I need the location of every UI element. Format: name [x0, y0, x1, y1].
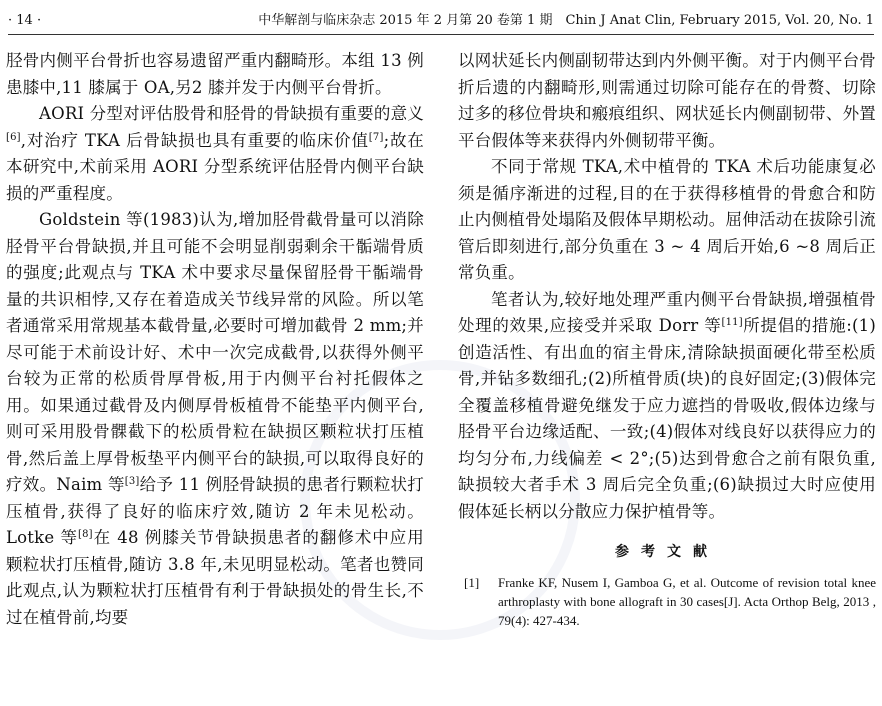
text-segment: ,对治疗 TKA 后骨缺损也具有重要的临床价值	[20, 130, 369, 150]
citation-3: [3]	[124, 476, 140, 487]
right-column	[458, 48, 876, 630]
reference-item	[458, 573, 876, 630]
text-segment: 在 48 例膝关节骨缺损患者的翻修术中应用颗粒状打压植骨,随访 3.8 年,未见明显松动。笔者也赞同此观点,认为颗粒状打压植骨有利于骨缺损处的骨生长,不过在植骨前,均要	[6, 528, 424, 627]
header-rule	[8, 34, 874, 35]
text-segment: ;故在本研究中,术前采用 AORI 分型系统评估胫骨内侧平台缺损的严重程度。	[6, 130, 424, 203]
right-paragraph-1: 以网状延长内侧副韧带达到内外侧平衡。对于内侧平台骨折后遗的内翻畸形,则需通过切除可能存在的骨赘、切除过多的移位骨块和瘢痕组织、网状延长内侧副韧带、外置平台假体等来获得内外侧韧带平衡。	[458, 51, 876, 150]
citation-11: [11]	[721, 317, 743, 328]
references-title: 参考文献	[615, 544, 719, 560]
text-segment: 给予 11 例胫骨缺损的患者行颗粒状打压植骨,获得了良好的临床疗效,随访 2 年未见松动。Lotke 等	[6, 475, 424, 547]
reference-text: Franke KF, Nusem I, Gamboa G, et al. Outcome of revision total knee arthroplasty with bone allograft in 30 cases[J]. Acta Orthop Belg, 2013 , 79(4): 427-434.	[498, 575, 876, 628]
citation-8: [8]	[78, 529, 93, 540]
left-paragraph-1: 胫骨内侧平台骨折也容易遗留严重内翻畸形。本组 13 例患膝中,11 膝属于 OA,另2 膝并发于内侧平台骨折。	[6, 51, 424, 97]
text-segment: Goldstein 等(1983)认为,增加胫骨截骨量可以消除胫骨平台骨缺损,并且可能不会明显削弱剩余干骺端骨质的强度;此观点与 TKA 术中要求尽量保留胫骨干骺端骨量的共识相悖,又存在着造成关节线异常的风险。所以笔者通常采用常规基本截骨量,必要时可增加截骨 2 mm;并尽可能于术前设计好、术中一次完成截骨,以获得外侧平台较为正常的松质骨厚骨板,用于内侧平台衬托假体之用。如果通过截骨及内侧厚骨板植骨不能垫平内侧平台,则可采用股骨髁截下的松质骨粒在缺损区颗粒状打压植骨,然后盖上厚骨板垫平内侧平台的缺损,可以取得良好的疗效。Naim 等	[6, 210, 424, 494]
text-segment: 笔者认为,较好地处理严重内侧平台骨缺损,增强植骨处理的效果,应接受并采取 Dorr 等	[458, 289, 876, 335]
page-header	[8, 10, 874, 32]
left-paragraph-2	[6, 101, 424, 207]
text-segment: 所提倡的措施:(1)创造活性、有出血的宿主骨床,清除缺损面硬化带至松质骨,并钻多数细孔;(2)所植骨质(块)的良好固定;(3)假体完全覆盖移植骨避免继发于应力遮挡的骨吸收,假体边缘与胫骨平台边缘适配、一致;(4)假体对线良好以获得应力的均匀分布,力线偏差 < 2°;(5)达到骨愈合之前有限负重,缺损较大者手术 3 周后完全负重;(6)缺损过大时应使用假体延长柄以分散应力保护植骨等。	[458, 316, 876, 521]
citation-6: [6]	[6, 131, 21, 143]
reference-number: [1]	[464, 575, 480, 590]
right-paragraph-3	[458, 287, 876, 526]
citation-7: [7]	[368, 131, 384, 143]
left-column	[6, 48, 424, 631]
journal-info: 中华解剖与临床杂志 2015 年 2 月第 20 卷第 1 期 Chin J Anat Clin, February 2015, Vol. 20, No. 1	[258, 13, 874, 28]
page-number: · 14 ·	[8, 13, 42, 28]
right-paragraph-2: 不同于常规 TKA,术中植骨的 TKA 术后功能康复必须是循序渐进的过程,目的在于获得移植骨的骨愈合和防止内侧植骨处塌陷及假体早期松动。屈伸活动在拔除引流管后即刻进行,部分负重在 3 ~ 4 周后开始,6 ~8 周后正常负重。	[458, 157, 876, 282]
text-segment: AORI 分型对评估股骨和胫骨的骨缺损有重要的意义	[39, 104, 424, 123]
left-paragraph-3	[6, 207, 424, 631]
